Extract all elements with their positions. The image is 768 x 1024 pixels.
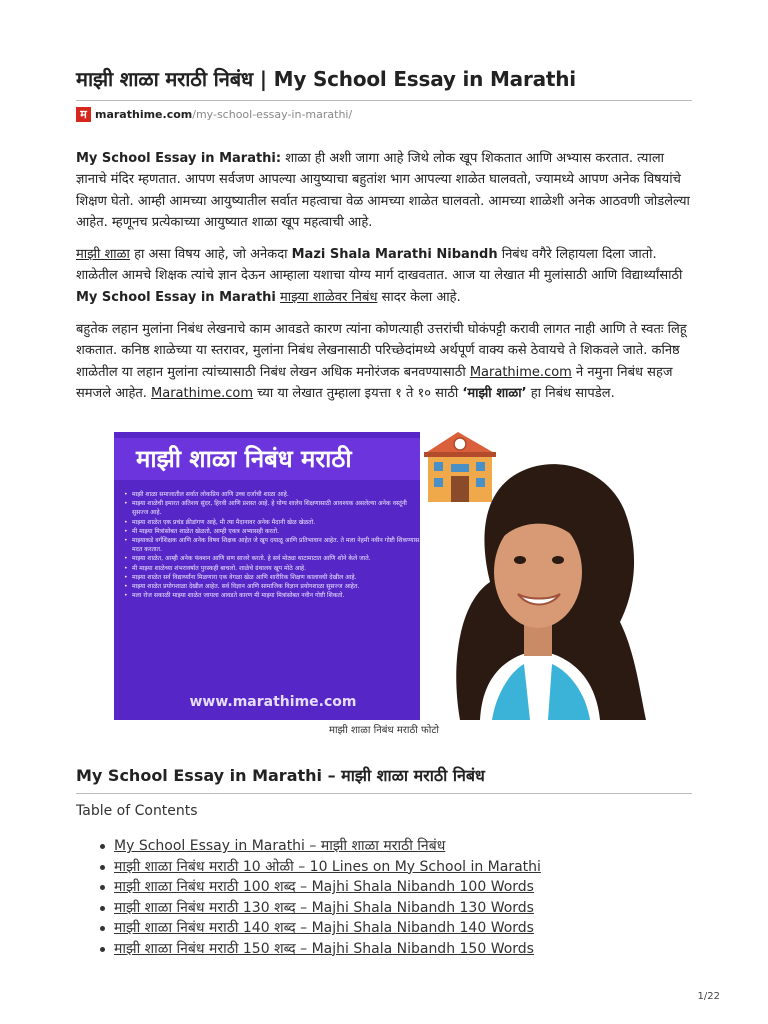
- banner-point: • माझ्या शाळेची इमारत अतिशय सुंदर, हिरवी आणि प्रशस्त आहे. हे योग्य शालेय शिक्षणासाठी आवश्यक असलेल्या अनेक वस्तूंनी सुसज्ज आहे.: [124, 499, 424, 517]
- banner-photo-area: [420, 432, 656, 720]
- girl-photo: [420, 432, 656, 720]
- para3-text-1: बहुतेक लहान मुलांना निबंध लेखनाचे काम आवडते कारण त्यांना कोणत्याही उत्तरांची घोकंपट्टी करावी लागत नाही आणि ते स्वतः लिहू शकतात. कनिष्ठ शाळेच्या या स्तरावर, मुलांना निबंध लेखनासाठी परिच्छेदांमध्ये अर्थपूर्ण वाक्य कसे ठेवायचे ते शिकवले जाते. कनिष्ठ शाळेतील या लहान मुलांना त्यांच्यासाठी निबंध लेखन अधिक मनोरंजक बनवण्यासाठी: [76, 322, 687, 380]
- intro-text: शाळा ही अशी जागा आहे जिथे लोक खूप शिकतात आणि अभ्यास करतात. त्याला ज्ञानाचे मंदिर म्हणतात. आपण सर्वजण आपल्या आयुष्याचा बहुतांश भाग आपल्या शाळेत घालवतो, ज्यामध्ये आपण अनेक विषयांचे शिक्षण घेतो. आम्ही आमच्या आयुष्यातील सर्वात महत्वाचा वेळ आमच्या शाळेत घालवतो. आमच्या शाळेशी अनेक आठवणी जोडलेल्या आहेत. म्हणूनच प्रत्येकाच्या आयुष्यात शाळा खूप महत्वाची आहे.: [76, 151, 690, 230]
- banner-points: [124, 490, 424, 600]
- section-divider: [76, 793, 692, 794]
- source-path[interactable]: /my-school-essay-in-marathi/: [192, 107, 353, 121]
- banner-point: • मी माझ्या शाळेच्या शंभरावर्षात पुरस्कही बाचलो. शाळेचे ग्रंथालय खूप मोठे आहे.: [124, 564, 424, 573]
- second-paragraph: [76, 244, 692, 308]
- intro-lead: My School Essay in Marathi:: [76, 151, 282, 166]
- link-majhi-shala[interactable]: माझी शाळा: [76, 247, 130, 263]
- link-shalevar-nibandh[interactable]: माझ्या शाळेवर निबंध: [280, 289, 378, 305]
- toc-item: [96, 939, 692, 960]
- table-of-contents: [96, 836, 692, 959]
- para3-text-4: हा निबंध सापडेल.: [526, 385, 615, 401]
- marathime-logo-icon: म: [76, 107, 91, 122]
- para2-text-2: निबंध वगैरे लिहायला दिला जातो. शाळेतील आमचे शिक्षक त्यांचे ज्ञान देऊन आम्हाला यशाचा योग्य मार्ग दाखवतात. आज या लेखात मी मुलांसाठी आणि विद्यार्थ्यांसाठी: [76, 247, 683, 284]
- toc-link[interactable]: माझी शाळा निबंध मराठी 100 शब्द – Majhi Shala Nibandh 100 Words: [114, 879, 534, 895]
- banner-point: • माझ्या शाळेत, आम्ही अनेक फंक्शन आणि सण साजरे करतो. हे सर्व मोठ्या थाटामाटात आणि शोने केले जाते.: [124, 554, 424, 563]
- toc-item: [96, 898, 692, 919]
- source-line[interactable]: [76, 107, 692, 122]
- para3-text-2: ने नमुना निबंध सहज समजले आहेत.: [76, 364, 673, 401]
- banner-point: • माझी शाळा समाजातील सर्वात लोकप्रिय आणि उच्च दर्जाची शाळा आहे.: [124, 490, 424, 499]
- toc-link[interactable]: My School Essay in Marathi – माझी शाळा मराठी निबंध: [114, 838, 446, 854]
- article-title: माझी शाळा मराठी निबंध | My School Essay in Marathi: [76, 67, 576, 91]
- banner-point: • माझ्या शाळेत सर्व विद्यार्थ्यांना मिळणारा एक वेगळा खेळ आणि शारीरिक शिक्षण कालावधी देखील आहे.: [124, 573, 424, 582]
- section-heading: My School Essay in Marathi – माझी शाळा मराठी निबंध: [76, 766, 485, 785]
- intro-paragraph: [76, 148, 692, 233]
- essay-banner-image: [114, 432, 656, 720]
- para3-bold: ‘माझी शाळा’: [462, 385, 527, 401]
- banner-point: • मी माझ्या मित्रांसोबत शाळेत खेळतो, आम्ही एकत्र अभ्यासही करतो.: [124, 527, 424, 536]
- banner-point: • माझ्या शाळेत प्रयोगशाळा देखील आहेत. सर्व विज्ञान आणि सामाजिक विज्ञान प्रयोगशाळा सुसज्ज आहेत.: [124, 582, 424, 591]
- para3-text-3: च्या या लेखात तुम्हाला इयत्ता १ ते १० साठी: [253, 385, 463, 401]
- toc-item: [96, 877, 692, 898]
- para2-text-1: हा असा विषय आहे, जो अनेकदा: [129, 247, 292, 263]
- toc-link[interactable]: माझी शाळा निबंध मराठी 10 ओळी – 10 Lines on My School in Marathi: [114, 858, 541, 875]
- banner-url: www.marathime.com: [189, 694, 357, 710]
- para2-text-4: सादर केला आहे.: [377, 289, 461, 305]
- toc-link[interactable]: माझी शाळा निबंध मराठी 150 शब्द – Majhi Shala Nibandh 150 Words: [114, 940, 534, 957]
- banner-heading-bar: [114, 438, 432, 480]
- toc-link[interactable]: माझी शाळा निबंध मराठी 130 शब्द – Majhi Shala Nibandh 130 Words: [114, 899, 534, 916]
- toc-item: [96, 857, 692, 878]
- title-divider: [76, 100, 692, 101]
- banner-point: • माझ्या शाळेत एक प्रचंड क्रीडांगण आहे, मी त्या मैदानावर अनेक मैदानी खेळ खेळतो.: [124, 518, 424, 527]
- page: [76, 64, 692, 957]
- banner-point: • माझ्याकडे वर्गशिक्षक आणि अनेक विषय शिक्षक आहेत जे खूप दयाळू आणि प्रतिभावान आहेत. ते मला नेहमी नवीन गोष्टी शिकण्यास मदत करतात.: [124, 536, 424, 554]
- banner-heading: माझी शाळा निबंध मराठी: [136, 445, 352, 473]
- link-marathime-1[interactable]: Marathime.com: [469, 364, 572, 380]
- third-paragraph: [76, 319, 692, 404]
- banner-panel: [114, 432, 432, 720]
- toc-item: [96, 918, 692, 939]
- toc-title: Table of Contents: [76, 803, 198, 819]
- banner-point: • मला रोज सकाळी माझ्या शाळेत जायला आवडते कारण मी माझ्या मित्रांसोबत नवीन गोष्टी शिकतो.: [124, 591, 424, 600]
- toc-link[interactable]: माझी शाळा निबंध मराठी 140 शब्द – Majhi Shala Nibandh 140 Words: [114, 920, 534, 936]
- link-marathime-2[interactable]: Marathime.com: [151, 385, 254, 401]
- para2-bold-2: My School Essay in Marathi: [76, 289, 276, 305]
- image-caption: माझी शाळा निबंध मराठी फोटो: [328, 725, 439, 736]
- para2-bold-1: Mazi Shala Marathi Nibandh: [291, 247, 498, 263]
- source-domain[interactable]: marathime.com: [95, 107, 193, 121]
- toc-item: [96, 836, 692, 857]
- page-number: 1/22: [697, 991, 720, 1002]
